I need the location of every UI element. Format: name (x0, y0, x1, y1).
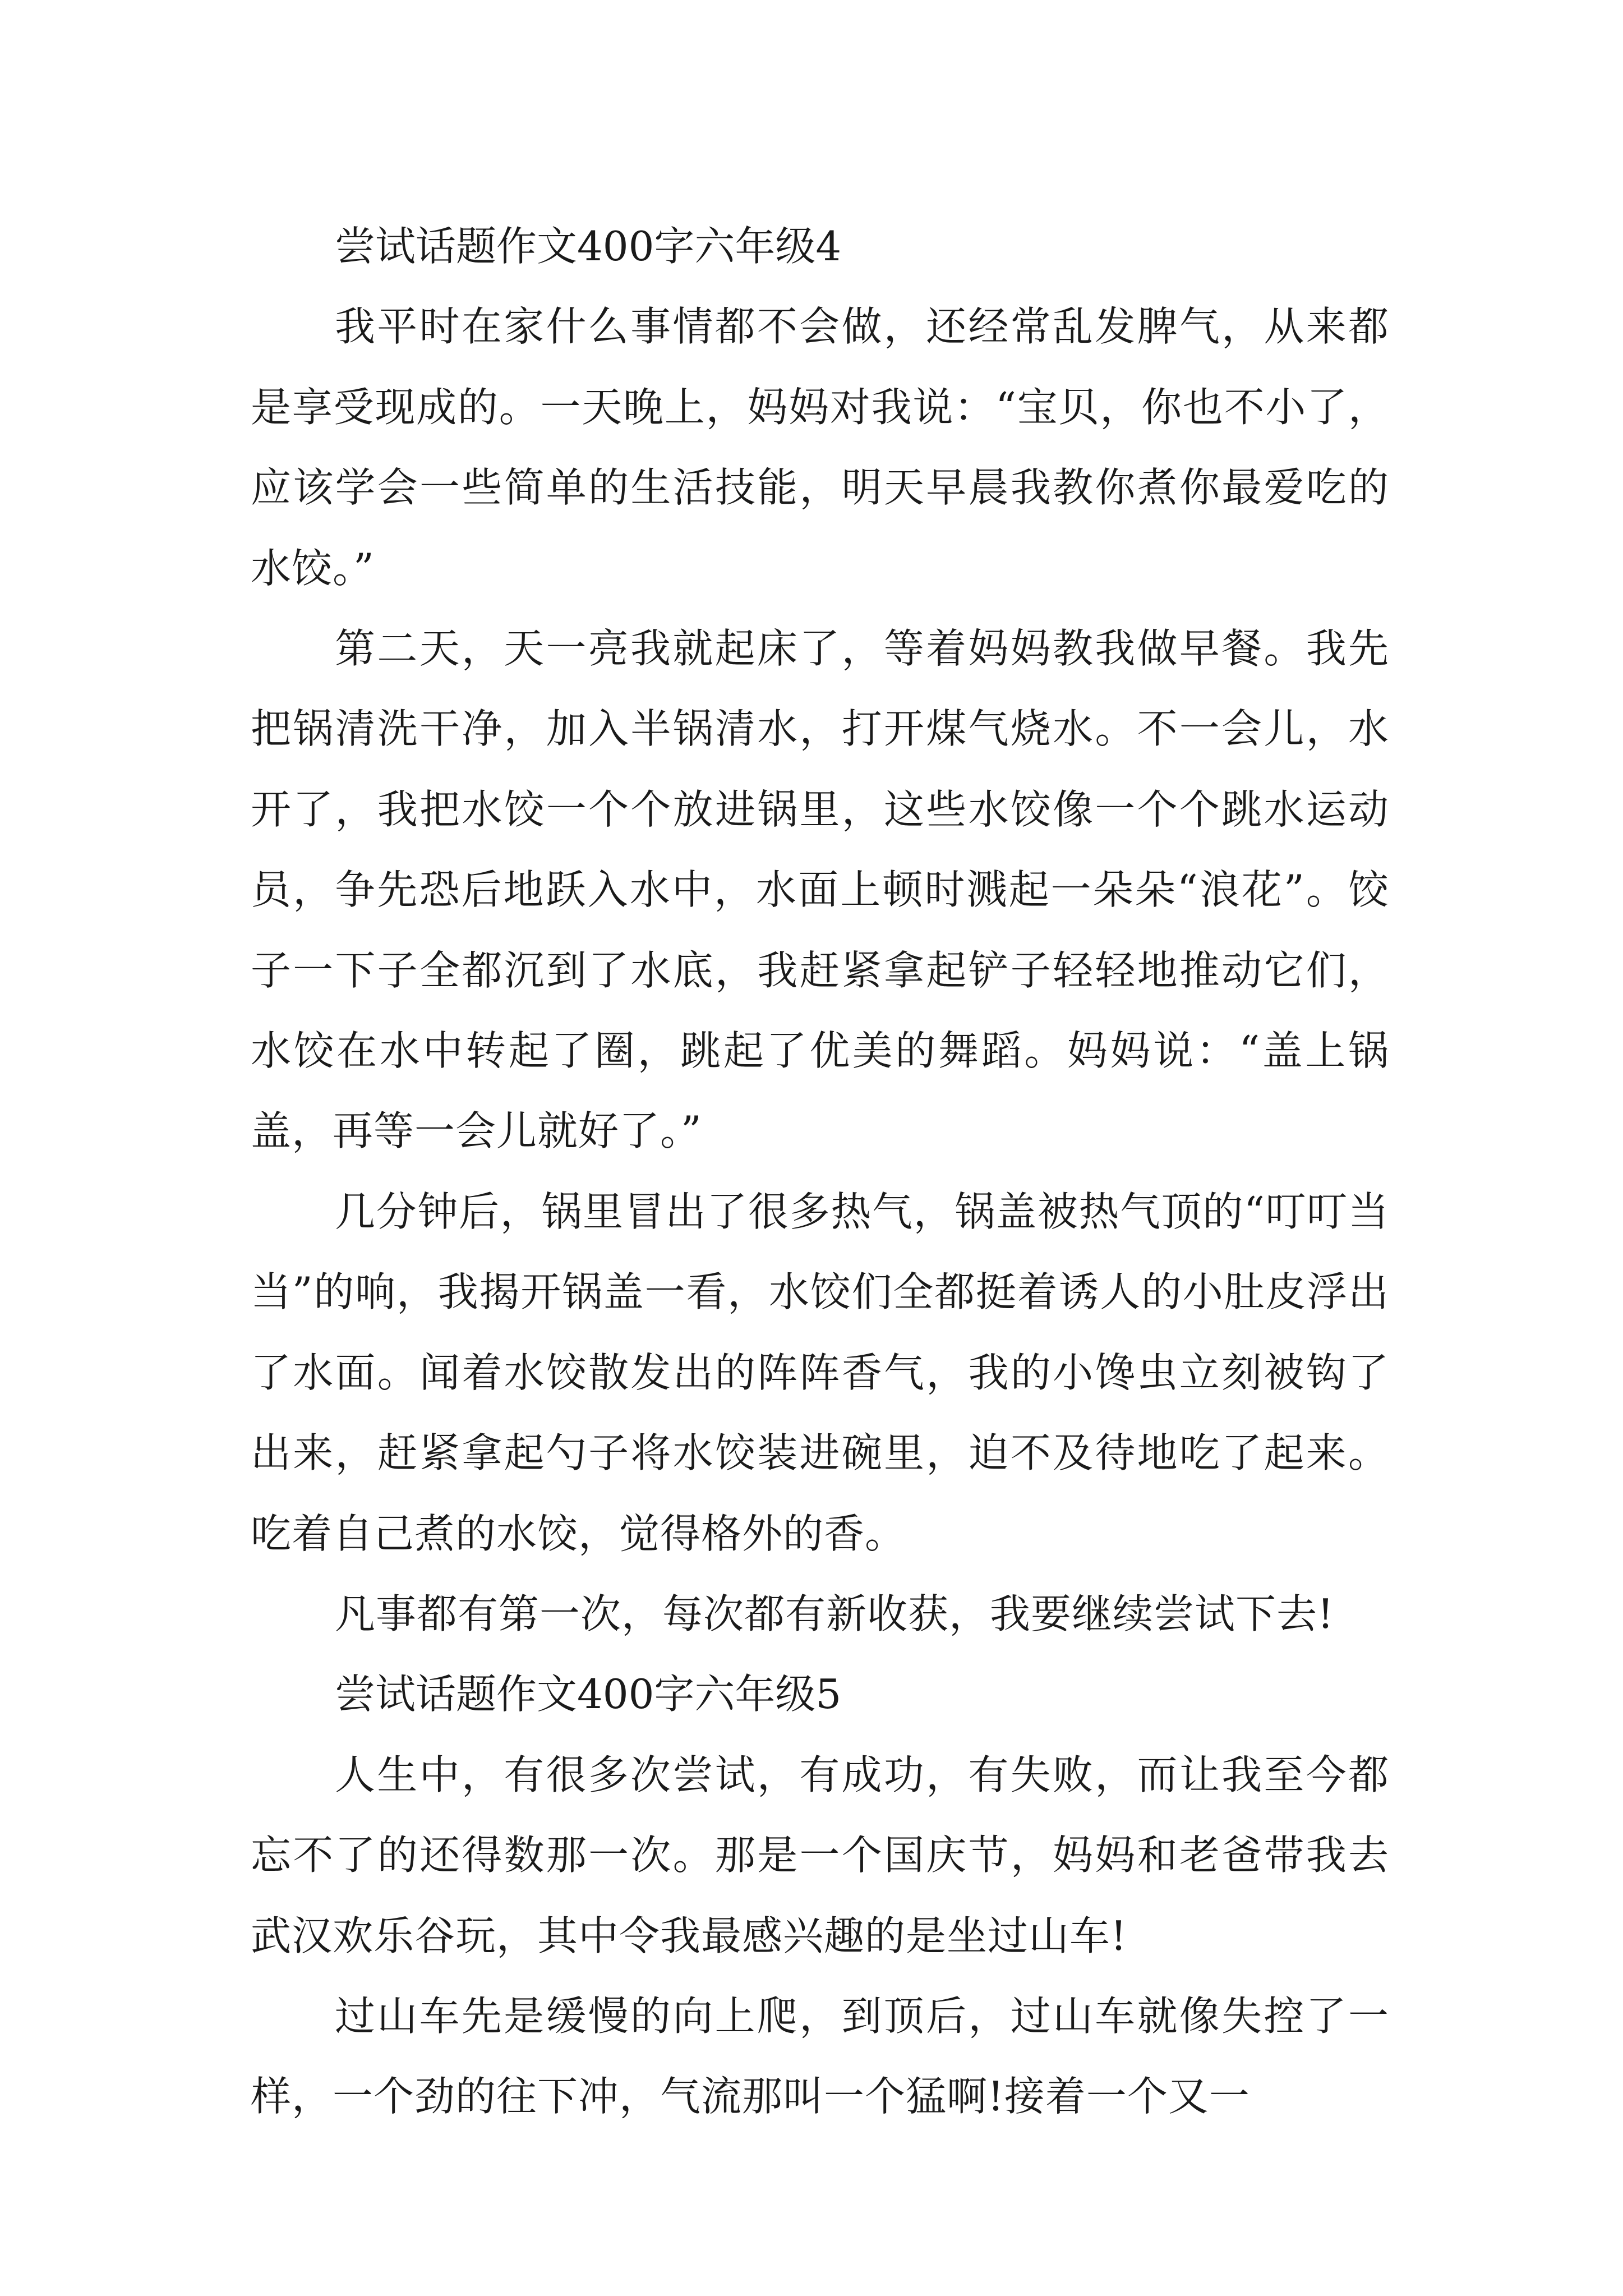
paragraph: 我平时在家什么事情都不会做，还经常乱发脾气，从来都是享受现成的。一天晚上，妈妈对我说：“宝贝，你也不小了，应该学会一些简单的生活技能，明天早晨我教你煮你最爱吃的水饺。” (251, 303, 1389, 592)
paragraph: 第二天，天一亮我就起床了，等着妈妈教我做早餐。我先把锅清洗干净，加入半锅清水，打开煤气烧水。不一会儿，水开了，我把水饺一个个放进锅里，这些水饺像一个个跳水运动员，争先恐后地跃入水中，水面上顿时溅起一朵朵“浪花”。饺子一下子全都沉到了水底，我赶紧拿起铲子轻轻地推动它们，水饺在水中转起了圈，跳起了优美的舞蹈。妈妈说：“盖上锅盖，再等一会儿就好了。” (251, 625, 1389, 1155)
essay-body (251, 206, 1389, 2137)
paragraph: 凡事都有第一次，每次都有新收获，我要继续尝试下去! (335, 1590, 1334, 1637)
essay-title-5: 尝试话题作文400字六年级5 (335, 1671, 842, 1718)
paragraph: 过山车先是缓慢的向上爬，到顶后，过山车就像失控了一样，一个劲的往下冲，气流那叫一个猛啊!接着一个又一 (251, 1992, 1389, 2120)
paragraph: 人生中，有很多次尝试，有成功，有失败，而让我至今都忘不了的还得数那一次。那是一个国庆节，妈妈和老爸带我去武汉欢乐谷玩，其中令我最感兴趣的是坐过山车! (251, 1751, 1389, 1959)
paragraph: 几分钟后，锅里冒出了很多热气，锅盖被热气顶的“叮叮当当”的响，我揭开锅盖一看，水饺们全都挺着诱人的小肚皮浮出了水面。闻着水饺散发出的阵阵香气，我的小馋虫立刻被钩了出来，赶紧拿起勺子将水饺装进碗里，迫不及待地吃了起来。吃着自己煮的水饺，觉得格外的香。 (251, 1188, 1389, 1557)
essay-title-4: 尝试话题作文400字六年级4 (335, 223, 842, 270)
